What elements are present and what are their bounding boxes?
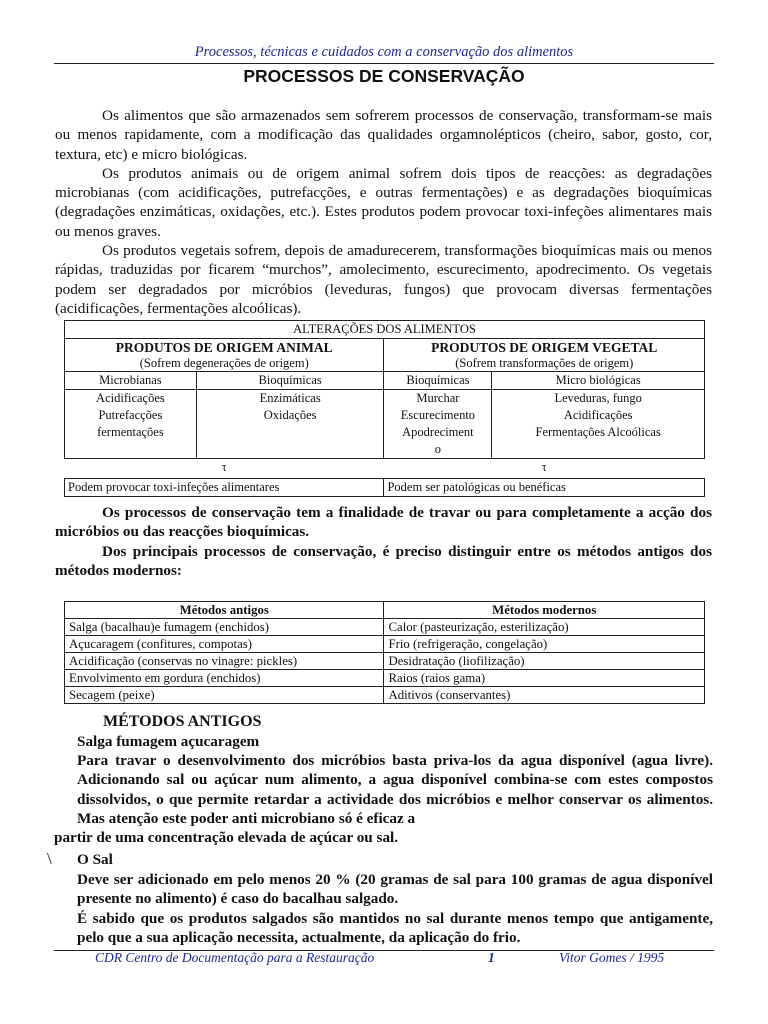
table-cell: Desidratação (liofilização) — [384, 653, 705, 670]
metodos-antigos-heading: MÉTODOS ANTIGOS — [103, 713, 262, 730]
animal-arrow: τ — [221, 460, 227, 474]
intro-paragraph-3: Os produtos vegetais sofrem, depois de amadurecerem, transformações bioquímicas mais ou menos rápidas, traduzidas por ficarem “murchos”, amolecimento, escurecimento, apodrecimento. Os vegetais podem ser degradados por micróbios (leveduras, fungos) que provocam diversas fermentações (acidificações, fermentações alcoólicas). — [55, 242, 712, 317]
post-table-text — [55, 503, 712, 580]
header-rule — [54, 63, 714, 64]
vegetal-col1-label: Bioquímicas — [384, 372, 492, 390]
list-item: Escurecimento — [400, 408, 476, 422]
o-sal-paragraph-2: É sabido que os produtos salgados são mantidos no sal durante menos tempo que antigamente, pelo que a sua aplicação necessita, actualmente, da aplicação do frio. — [77, 909, 713, 946]
metodos-antigos-text: Para travar o desenvolvimento dos micróbios basta priva-los da agua disponível (agua livre). Adicionando sal ou açúcar num alimento, a agua disponível combina-se com estes compostos dissolvidos, o que permite retardar a actividade dos micróbios e melhor conservar os alimentos. Mas atenção este poder anti microbiano só é eficaz a — [77, 752, 713, 827]
animal-group — [65, 339, 384, 372]
intro-text — [55, 106, 712, 318]
o-sal-heading: O Sal — [77, 851, 113, 868]
table-row — [65, 636, 705, 653]
vegetal-group — [384, 339, 705, 372]
animal-col1-label: Microbianas — [65, 372, 197, 390]
post-paragraph-1: Os processos de conservação tem a finalidade de travar ou para completamente a acção dos micróbios ou das reacções bioquímicas. — [55, 504, 712, 541]
animal-subheading: (Sofrem degenerações de origem) — [139, 356, 309, 370]
table-cell: Salga (bacalhau)e fumagem (enchidos) — [65, 619, 384, 636]
footer-left: CDR Centro de Documentação para a Restauração — [95, 950, 375, 965]
vegetal-arrow: τ — [541, 460, 547, 474]
list-item: Leveduras, fungo — [554, 391, 642, 405]
table-row — [65, 653, 705, 670]
table-row — [65, 687, 705, 704]
vegetal-col1-items — [384, 390, 492, 459]
list-item: Oxidações — [263, 408, 317, 422]
list-item: Apodreciment — [402, 425, 474, 439]
table-cell: Acidificação (conservas no vinagre: pickles) — [65, 653, 384, 670]
list-item: Fermentações Alcoólicas — [535, 425, 661, 439]
table-cell: Raios (raios gama) — [384, 670, 705, 687]
list-item: Putrefacções — [98, 408, 163, 422]
animal-col2-items — [196, 390, 384, 459]
table-cell: Secagem (peixe) — [65, 687, 384, 704]
list-item: fermentações — [97, 425, 164, 439]
table-row — [65, 670, 705, 687]
table-cell: Calor (pasteurização, esterilização) — [384, 619, 705, 636]
col-header-modernos: Métodos modernos — [384, 602, 705, 619]
vegetal-result: Podem ser patológicas ou benéficas — [384, 479, 705, 497]
metodos-antigos-subheading: Salga fumagem açucaragem — [77, 733, 260, 750]
list-item: Acidificações — [96, 391, 165, 405]
animal-result: Podem provocar toxi-infeções alimentares — [65, 479, 384, 497]
footer-right: Vitor Gomes / 1995 — [559, 950, 665, 965]
metodos-table — [64, 601, 705, 704]
animal-col1-items — [65, 390, 197, 459]
o-sal-text — [77, 870, 713, 947]
vegetal-heading: PRODUTOS DE ORIGEM VEGETAL — [431, 340, 658, 355]
intro-paragraph-2: Os produtos animais ou de origem animal sofrem dois tipos de reacções: as degradações microbianas (com acidificações, putrefacções, e outras fermentações) e as degradações bioquímicas (degradações enzimáticas, oxidações, etc.). Estes produtos podem provocar toxi-infeções alimentares mais ou menos graves. — [55, 164, 712, 240]
list-item: Murchar — [416, 391, 460, 405]
animal-col2-label: Bioquímicas — [196, 372, 384, 390]
vegetal-subheading: (Sofrem transformações de origem) — [455, 356, 634, 370]
bullet-mark-icon: \ — [47, 849, 52, 868]
table-cell: Aditivos (conservantes) — [384, 687, 705, 704]
metodos-antigos-text-tail: partir de uma concentração elevada de açúcar ou sal. — [54, 829, 399, 847]
vegetal-col2-label: Micro biológicas — [492, 372, 705, 390]
list-item: Enzimáticas — [259, 391, 321, 405]
alteracoes-table — [64, 320, 705, 497]
vegetal-col2-items — [492, 390, 705, 459]
table-row — [65, 619, 705, 636]
list-item: o — [434, 442, 442, 456]
page-title: PROCESSOS DE CONSERVAÇÃO — [243, 66, 525, 86]
metodos-antigos-paragraph — [54, 751, 713, 847]
page-number: 1 — [488, 950, 495, 965]
animal-heading: PRODUTOS DE ORIGEM ANIMAL — [115, 340, 333, 355]
o-sal-paragraph-1: Deve ser adicionado em pelo menos 20 % (20 gramas de sal para 100 gramas de agua disponível presente no alimento) é caso do bacalhau salgado. — [77, 871, 713, 908]
intro-paragraph-1: Os alimentos que são armazenados sem sofrerem processos de conservação, transformam-se mais ou menos rapidamente, com a modificação das qualidades orgamnolépticos (cheiro, sabor, gosto, cor, textura, etc) e micro biológicas. — [55, 107, 712, 163]
table-cell: Açucaragem (confitures, compotas) — [65, 636, 384, 653]
running-title: Processos, técnicas e cuidados com a conservação dos alimentos — [194, 44, 574, 60]
alteracoes-title: ALTERAÇÕES DOS ALIMENTOS — [65, 321, 705, 339]
document-page — [47, 0, 714, 1024]
post-paragraph-2: Dos principais processos de conservação, é preciso distinguir entre os métodos antigos dos métodos modernos: — [55, 542, 712, 579]
table-cell: Frio (refrigeração, congelação) — [384, 636, 705, 653]
col-header-antigos: Métodos antigos — [65, 602, 384, 619]
table-cell: Envolvimento em gordura (enchidos) — [65, 670, 384, 687]
list-item: Acidificações — [563, 408, 633, 422]
